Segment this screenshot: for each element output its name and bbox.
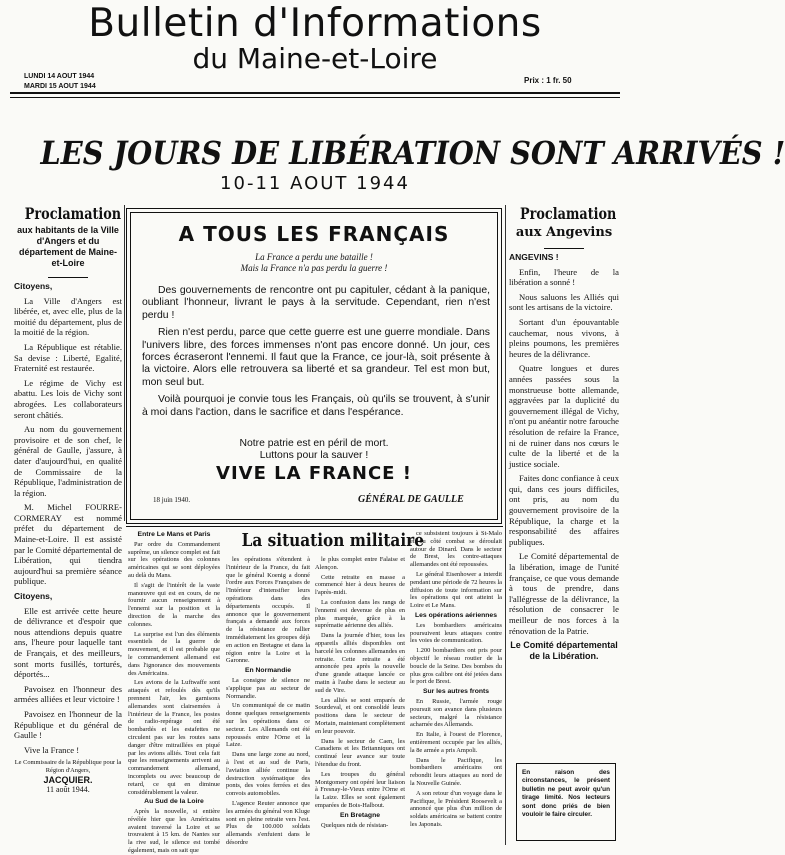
military-situation-title: La situation militaire [241,530,424,551]
military-paragraph: En Russie, l'armée rouge poursuit son avance dans plusieurs secteurs, malgré la résistance acharnée des Allemands. [410,697,502,729]
military-paragraph: Un communiqué de ce matin donne quelques renseignements sur les opérations dans ce secteur. Les Allemands ont été repoussés entre l'Orne et la Laize. [226,702,310,749]
military-paragraph: Après la nouvelle, si entière révélée hier que les Américains avaient traversé la Loire et se trouvaient à 15 km. de Nantes sur la rive sud, le silence est tombé également, mais on sait que [128,808,220,855]
left-proclamation-title: Proclamation [24,204,122,223]
military-paragraph: Les alliés se sont emparés de Sourdeval, et ont consolidé leurs positions dans le secteur de Mortain, maintenant complètement en leur pouvoir. [315,696,405,735]
military-paragraph: Dans le Pacifique, les bombardiers américains ont rebondit leurs attaques au nord de la Nouvelle Guinée. [410,756,502,787]
military-paragraph: Le général Eisenhower a interdit pendant une période de 72 heures la diffusion de toute information sur les opérations qui ont atteint la Loire et Le Mans. [410,570,502,610]
appeal-closing [130,438,498,463]
military-column-3 [315,556,405,845]
military-paragraph: les opérations s'étendent à l'intérieur de la France, du fait que le général Koenig a donné l'ordre aux Forces Françaises de l'Intérieur d'intensifier leurs opérations dans des départements occupés. Il annonce que le gouvernement français a demandé aux forces de la résistance de rallier immédiatement les groupes déjà en action en Bretagne et dans la région entre la Loire et la Garonne. [226,556,310,665]
left-paragraph: Au nom du gouvernement provisoire et de son chef, le général de Gaulle, j'assure, à dater d'aujourd'hui, en qualité de Commissaire de la République, l'administration de la région. [14,424,122,498]
right-salutation: ANGEVINS ! [509,252,559,262]
left-paragraph: Le régime de Vichy est abattu. Les lois de Vichy sont abrogées. Les collaborateurs seront châtiés. [14,377,122,420]
military-paragraph: La consigne de silence ne s'applique pas au secteur de Normandie. [226,676,310,700]
military-paragraph: La surprise est l'un des éléments essentiels de la guerre de mouvement, et il est probable que le commandement allemand est dans l'ignorance des mouvements des Américains. [128,630,220,677]
column-rule [124,205,125,521]
column-rule [505,205,506,845]
military-paragraph: Quelques nids de résistan- [321,821,389,829]
appeal-date: 18 juin 1940. [153,496,191,504]
price-label: Prix : 1 fr. 50 [524,76,572,85]
appeal-closing-line1: Notre patrie est en péril de mort. [239,438,389,449]
military-subhead: En Bretagne [339,811,381,819]
appeal-closing-line2: Luttons pour la sauver ! [259,450,369,462]
military-paragraph: Dans une large zone au nord, à l'est et au sud de Paris, l'aviation alliée continue la destruction systématique des ponts, des voies ferrées et des convois automobiles. [226,751,310,798]
right-paragraph: Nous saluons les Alliés qui sont les artisans de la victoire. [509,291,619,313]
military-paragraph: Cette retraite en masse a commencé hier à deux heures de l'après-midi. [315,573,405,597]
left-proclamation-subtitle: aux habitants de la Ville d'Angers et du département de Maine-et-Loire [17,225,119,268]
vive-la-france: VIVE LA FRANCE ! [216,463,412,484]
appeal-title: A TOUS LES FRANÇAIS [178,222,450,246]
right-proclamation-title: Proclamation [520,204,617,223]
military-subhead: En Normandie [244,667,292,675]
left-paragraph: M. Michel FOURRE-CORMERAY est nommé préfet du département de Maine-et-Loire. Il est assisté par le Comité départemental de Libération, qui tiendra aujourd'hui sa première séance publique. [14,502,122,587]
military-paragraph: Les troupes du général Montgomery ont opéré leur liaison à Fresnay-le-Vieux entre l'Orne et la Laize. Elles se sont également emparées de Bois-Halbout. [315,770,405,809]
right-paragraph: Enfin, l'heure de la libération a sonné ! [509,266,619,288]
left-proclamation [14,205,122,795]
military-paragraph: 1.200 bombardiers ont pris pour objectif le réseau routier de la boucle de la Seine. Des bombes du plus gros calibre ont été jetées dans le port de Brest. [410,647,502,686]
issue-date-2: MARDI 15 AOUT 1944 [24,83,96,90]
right-proclamation [509,205,619,661]
main-headline: LES JOURS DE LIBÉRATION SONT ARRIVÉS ! [40,134,785,172]
left-salutation: Citoyens, [14,281,53,291]
left-paragraph: La République est rétablie. Sa devise : Liberté, Egalité, Fraternité est restaurée. [14,341,122,374]
divider [48,277,88,278]
left-paragraph: Vive la France ! [24,744,80,755]
military-paragraph: En Italie, à l'ouest de Florence, entièrement occupée par les alliés, la 8e armée a pris Ampoli. [410,731,502,754]
appeal-paragraph: Rien n'est perdu, parce que cette guerre est une guerre mondiale. Dans l'univers libre, des forces immenses n'ont pas encore donné. Un jour, ces forces écraseront l'ennemi. Il faut que la France, ce jour-là, soit présente à la victoire. Alors elle retrouvera sa liberté et sa grandeur. Tel est mon but, mon seul but. [142,327,490,388]
military-paragraph: A son retour d'un voyage dans le Pacifique, le Président Roosevelt a annoncé que plus d'un million de soldats américains se battent contre les Japonais. [410,789,502,828]
headline-dates: 10-11 AOUT 1944 [220,173,410,194]
masthead-rule [10,92,620,94]
appeal-paragraph: Des gouvernements de rencontre ont pu capituler, cédant à la panique, oubliant l'honneur, livrant le pays à la servitude. Cependant, rien n'est perdu ! [142,285,490,321]
appeal-paragraph: Voilà pourquoi je convie tous les Français, où qu'ils se trouvent, à s'unir à moi dans l'action, dans le sacrifice et dans l'espérance. [142,394,490,418]
masthead-title: Bulletin d'Informations [88,1,542,46]
issue-date-1: LUNDI 14 AOUT 1944 [24,73,95,80]
left-paragraph: Pavoisez en l'honneur de la République et du général de Gaulle ! [14,708,122,741]
military-paragraph: La confusion dans les rangs de l'ennemi est devenue de plus en plus marquée, grâce à la suprématie aérienne des alliés. [315,598,405,630]
military-paragraph: ce subsistent toujours à St-Malo et du côté combat se déroulait autour de Dinard. Dans le secteur de Brest, les contre-attaques allemandes ont été repoussées. [410,530,502,569]
left-paragraph: Pavoisez en l'honneur des armées alliées et leur victoire ! [14,683,122,705]
military-column-4 [410,530,502,845]
military-subhead: Entre Le Mans et Paris [137,531,211,538]
left-signature-date: 11 août 1944. [46,785,90,795]
military-paragraph: le plus complet entre Falaise et Alençon. [315,556,405,571]
appeal-intro-line1: La France a perdu une bataille ! [255,252,373,262]
military-paragraph: Par ordre du Commandement suprême, un silence complet est fait sur les opérations des colonnes américaines qui se sont déployées au delà du Mans. [128,540,220,579]
military-paragraph: Il s'agit de l'intérêt de la vaste manœuvre qui est en cours, de ne fournir aucun renseignement à l'ennemi sur la position et la direction de la marche des colonnes. [128,581,220,628]
right-proclamation-subtitle: aux Angevins [515,225,613,240]
military-paragraph: Dans la journée d'hier, tous les appareils alliés disponibles ont harcelé les colonnes allemandes en retraite. Cette retraite a été annoncée peu après la nouvelle d'une grande attaque lancée ce matin à l'aube dans le secteur au sud de Vire. [315,632,405,694]
right-paragraph: Sortant d'un épouvantable cauchemar, nous vivons, à pleins poumons, les premières heures de la délivrance. [509,316,619,359]
issue-dates [24,72,96,92]
right-signature: Le Comité départemental de la Libération. [510,640,618,661]
divider [544,248,584,249]
left-paragraph: La Ville d'Angers est libérée, et, avec elle, plus de la moitié du département, plus de la moitié de la région. [14,295,122,338]
masthead-subtitle: du Maine-et-Loire [192,42,438,75]
military-paragraph: Dans le secteur de Caen, les Canadiens et les Britanniques ont continué leur avance sur toute l'étendue du front. [315,737,405,768]
appeal-intro [130,252,498,274]
military-paragraph: Les bombardiers américains poursuivent leurs attaques contre les voies de communication. [410,621,502,645]
appeal-signature: GÉNÉRAL DE GAULLE [358,494,464,505]
section-rule [126,526,503,527]
left-signature-name: JACQUIER. [43,774,93,785]
left-salutation-2: Citoyens, [14,591,53,602]
appeal-intro-line2: Mais la France n'a pas perdu la guerre ! [240,263,388,273]
left-signature-role: Le Commissaire de la République pour la Région d'Angers, [14,759,122,774]
military-column-2 [226,556,310,845]
left-paragraph: Elle est arrivée cette heure de délivrance et d'espoir que nous attendions depuis quatre ans, l'heure pour laquelle tant de Français, et des meilleurs, sont morts fusillés, torturés, déportés... [14,605,122,680]
military-subhead: Au Sud de la Loire [144,798,204,806]
military-subhead: Sur les autres fronts [422,688,490,696]
military-paragraph: Les avions de la Luftwaffe sont attaqués et refoulés dès qu'ils prennent l'air, les garnisons allemandes sont clairsemées à l'intérieur de la France, les postes de radio-repérage ont été bombardés et les estafettes ne circulent pas sur les routes sans danger d'être mitraillées en piqué par les avions alliés. Tout cela fait que les renseignements arrivent au commandement allemand, incomplets ou avec beaucoup de retard, ce qui en diminue considérablement la valeur. [128,679,220,796]
military-column-1 [128,530,220,855]
appeal-body [142,285,490,424]
right-paragraph: Le Comité départemental de la libération, image de l'unité française, ce que vous demande à tous de prendre, dans l'allégresse de la délivrance, la résolution de consacrer le meilleur de nos forces à la rénovation de la Patrie. [509,551,619,636]
masthead-rule-thin [10,97,620,98]
circulation-notice: En raison des circonstances, le présent bulletin ne peut avoir qu'un tirage limité. Nos lecteurs sont donc priés de bien vouloir le faire circuler. [516,763,616,841]
military-subhead: Les opérations aériennes [415,611,497,619]
right-paragraph: Quatre longues et dures années passées sous la monstrueuse botte allemande, aggravées par la duplicité du gouvernement illégal de Vichy, n'ont pu anéantir notre farouche résolution de refaire la France, ni de ruiner dans nos cœurs le culte de la liberté et de la justice sociale. [509,363,619,469]
military-paragraph: L'agence Reuter annonce que les armées du général von Kluge sont en pleine retraite vers l'est. Plus de 100.000 soldats allemands s'enfuient dans le désordre [226,799,310,846]
right-paragraph: Faites donc confiance à ceux qui, dans ces jours difficiles, ont pris, au nom du gouvernement provisoire de la République, la charge et la responsabilité des affaires publiques. [509,473,619,547]
